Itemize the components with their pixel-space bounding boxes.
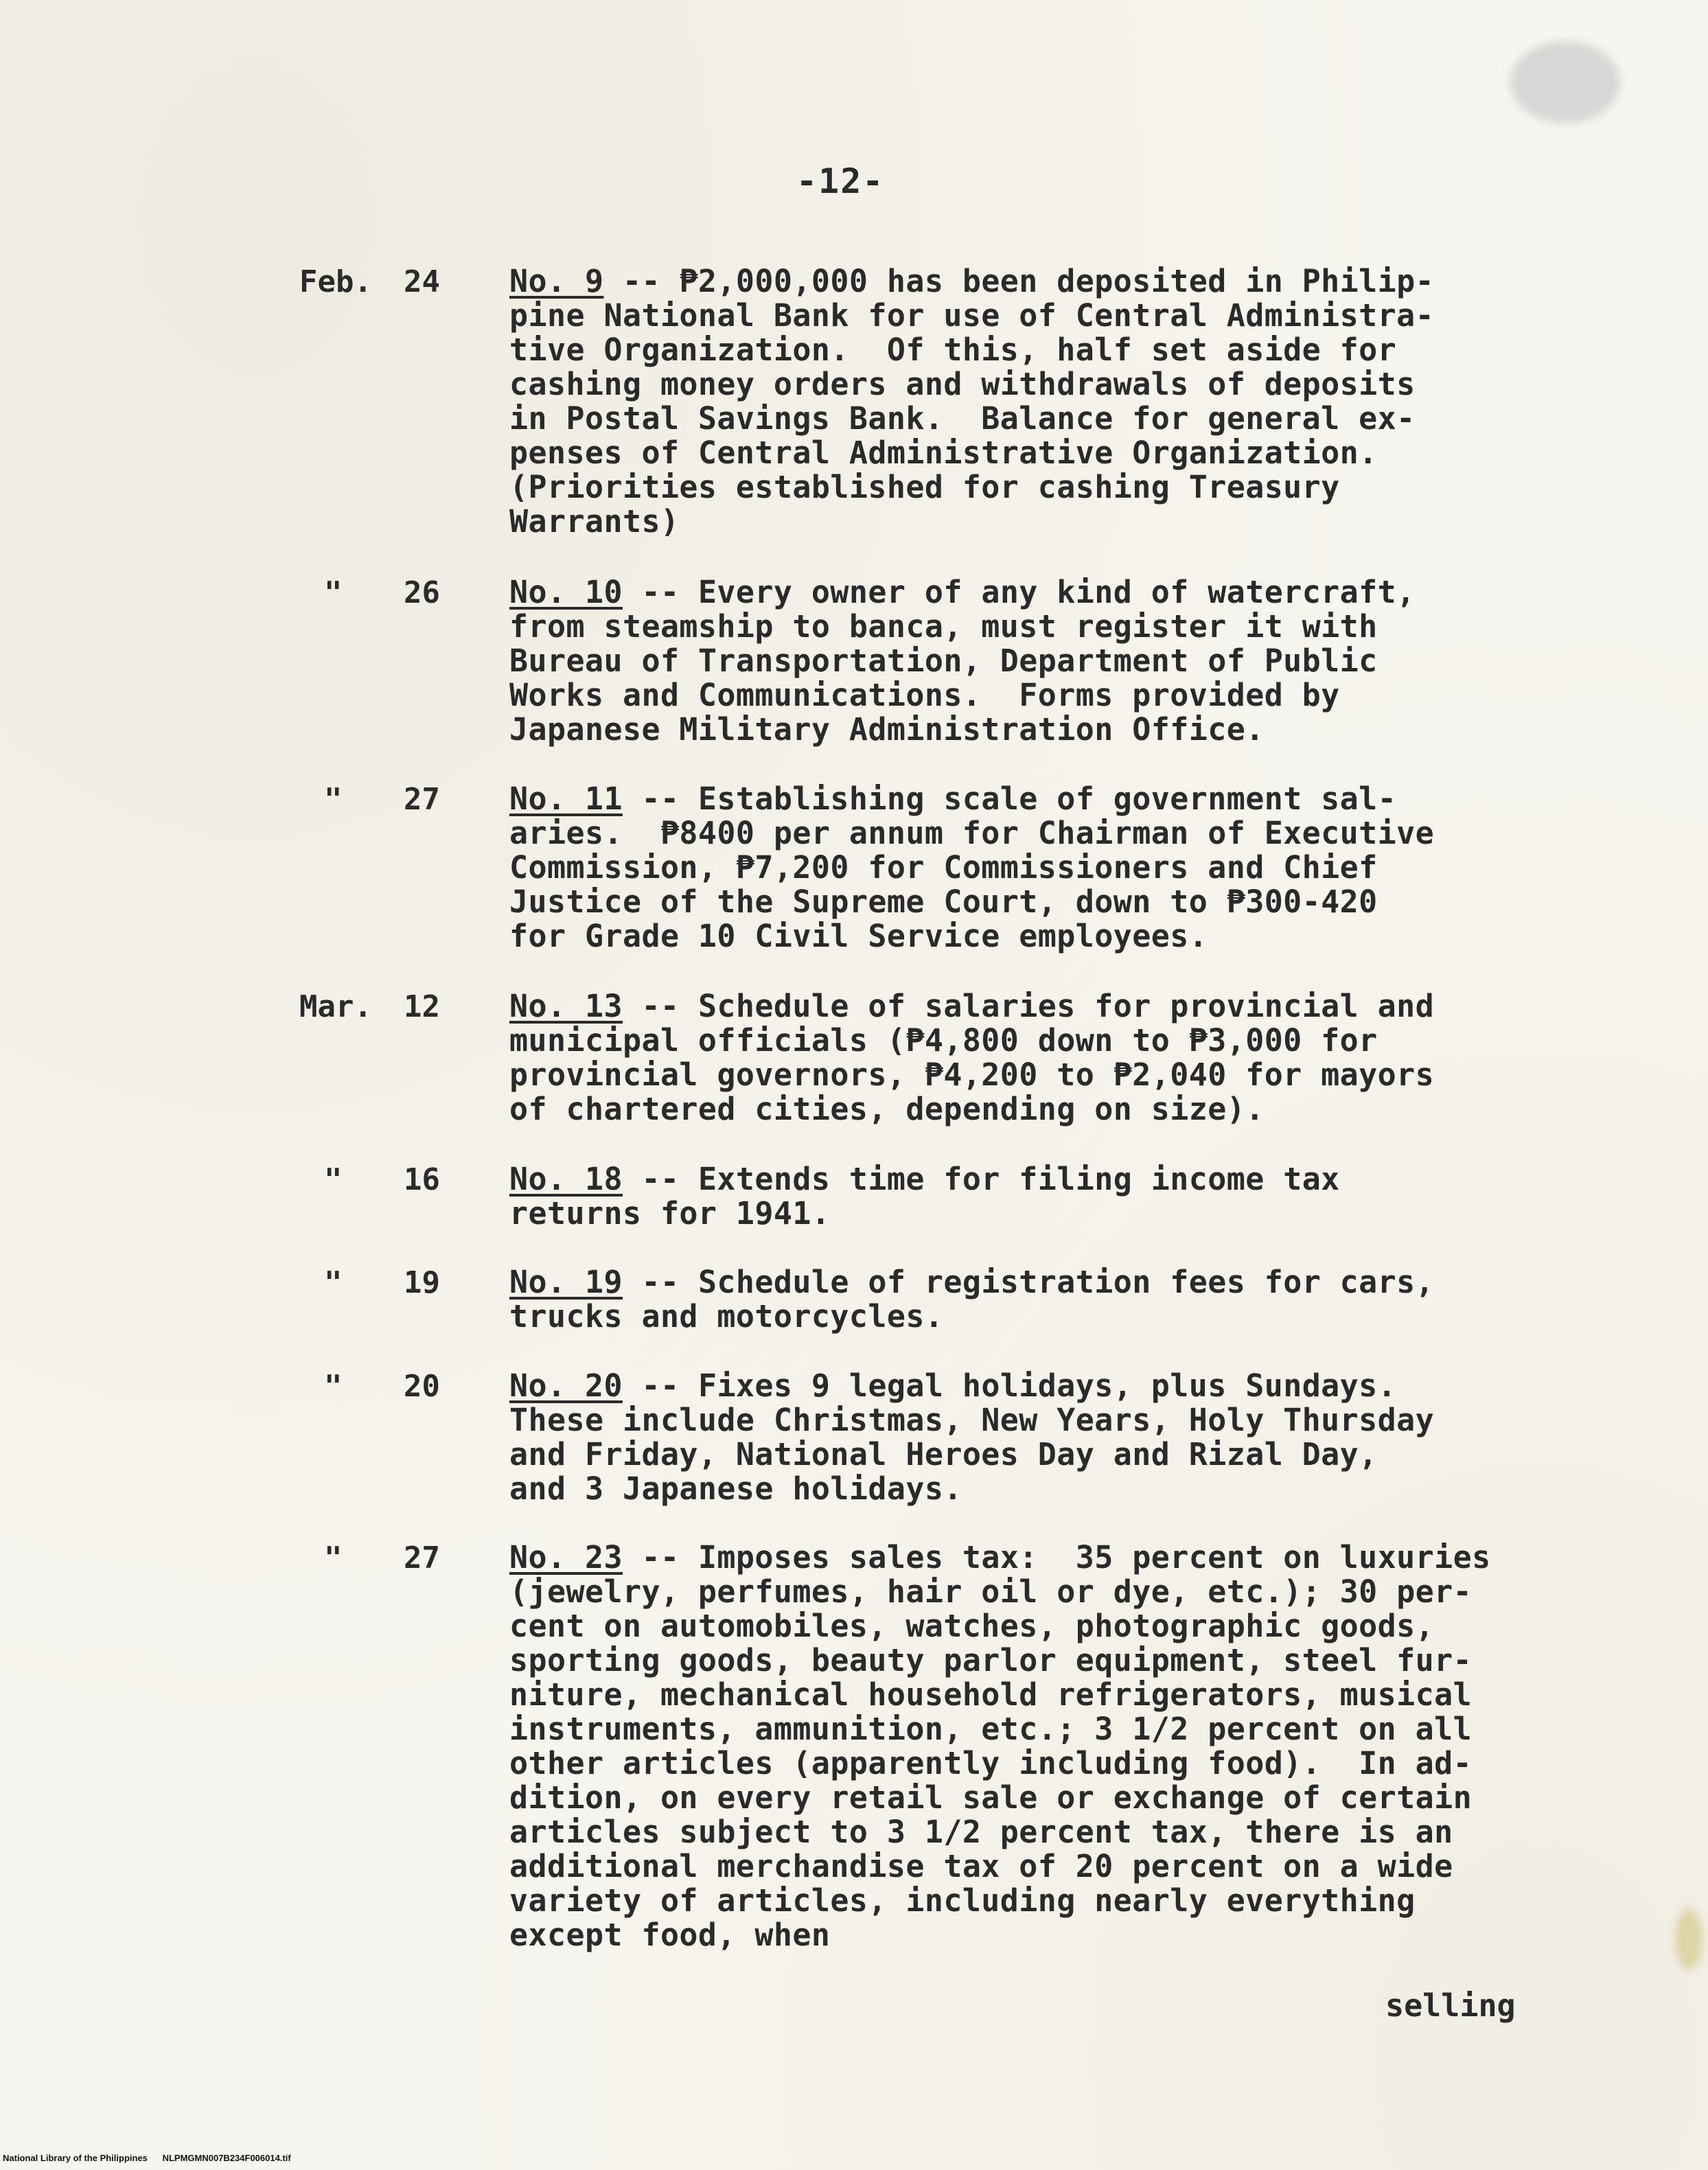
order-description: -- Extends time for filing income tax returns for 1941. — [509, 1161, 1340, 1232]
entry-text — [509, 1369, 1622, 1506]
entry-text — [509, 264, 1622, 539]
entry-text — [509, 989, 1622, 1127]
paper-smudge — [1675, 1908, 1703, 1970]
entry-text — [509, 782, 1622, 954]
order-description: -- Every owner of any kind of watercraft, from steamship to banca, must register it with Bureau of Transportation, Department of Public Works and Communications. Forms provided by Japanese Military Administration Office. — [509, 574, 1416, 748]
page-number: -12- — [796, 161, 885, 201]
entry-month: " — [324, 1162, 343, 1197]
entry-month: " — [324, 575, 343, 610]
entry-month: " — [324, 1540, 343, 1575]
paper-smudge — [1510, 41, 1620, 124]
order-number: No. 23 — [509, 1539, 623, 1575]
order-description: -- Establishing scale of government sal- aries. ₱8400 per annum for Chairman of Executive Commission, ₱7,200 for Commissioners and Chief Justice of the Supreme Court, down to ₱300-420 for Grade 10 Civil Service employees. — [509, 781, 1435, 954]
catchword: selling — [1385, 1987, 1516, 2024]
order-number: No. 18 — [509, 1161, 623, 1197]
entry-day: 20 — [404, 1369, 440, 1404]
order-description: -- Fixes 9 legal holidays, plus Sundays. These include Christmas, New Years, Holy Thursday and Friday, National Heroes Day and Rizal Day, and 3 Japanese holidays. — [509, 1367, 1435, 1507]
entry-text — [509, 1265, 1622, 1334]
entry-month: " — [324, 1265, 343, 1300]
entry-month: " — [324, 782, 343, 817]
entry-month: Mar. — [299, 989, 372, 1024]
entry-day: 27 — [404, 782, 440, 817]
order-number: No. 13 — [509, 988, 623, 1024]
order-number: No. 20 — [509, 1367, 623, 1404]
entry-month: " — [324, 1369, 343, 1404]
order-description: -- ₱2,000,000 has been deposited in Philip- pine National Bank for use of Central Administra- tive Organization. Of this, half set aside for cashing money orders and withdrawals of deposits in Postal Savings Bank. Balance for general ex- penses of Central Administrative Organization. (Priorities established for cashing Treasury Warrants) — [509, 263, 1435, 540]
entry-day: 27 — [404, 1540, 440, 1575]
entry-day: 19 — [404, 1265, 440, 1300]
entry-text — [509, 1162, 1622, 1231]
order-number: No. 9 — [509, 263, 604, 299]
order-number: No. 10 — [509, 574, 623, 610]
order-description: -- Schedule of salaries for provincial and municipal officials (₱4,800 down to ₱3,000 for provincial governors, ₱4,200 to ₱2,040 for mayors of chartered cities, depending on size). — [509, 988, 1435, 1127]
entry-day: 26 — [404, 575, 440, 610]
entry-month: Feb. — [299, 264, 372, 299]
entry-day: 24 — [404, 264, 440, 299]
order-description: -- Schedule of registration fees for cars, trucks and motorcycles. — [509, 1264, 1435, 1335]
archive-footer: National Library of the Philippines NLPMGMN007B234F006014.tif — [3, 2153, 291, 2163]
order-description: -- Imposes sales tax: 35 percent on luxuries (jewelry, perfumes, hair oil or dye, etc.); 30 per- cent on automobiles, watches, photographic goods, sporting goods, beauty parlor equipment, steel fur- niture, mechanical household refrigerators, musical instruments, ammunition, etc.; 3 1/2 percent on all other articles (apparently including food). In ad- dition, on every retail sale or exchange of certain articles subject to 3 1/2 percent tax, there is an additional merchandise tax of 20 percent on a wide variety of articles, including nearly everything except food, when — [509, 1539, 1491, 1953]
order-number: No. 11 — [509, 781, 623, 817]
entry-text — [509, 575, 1622, 747]
entry-day: 12 — [404, 989, 440, 1024]
order-number: No. 19 — [509, 1264, 623, 1300]
entry-day: 16 — [404, 1162, 440, 1197]
entry-text — [509, 1540, 1622, 1952]
